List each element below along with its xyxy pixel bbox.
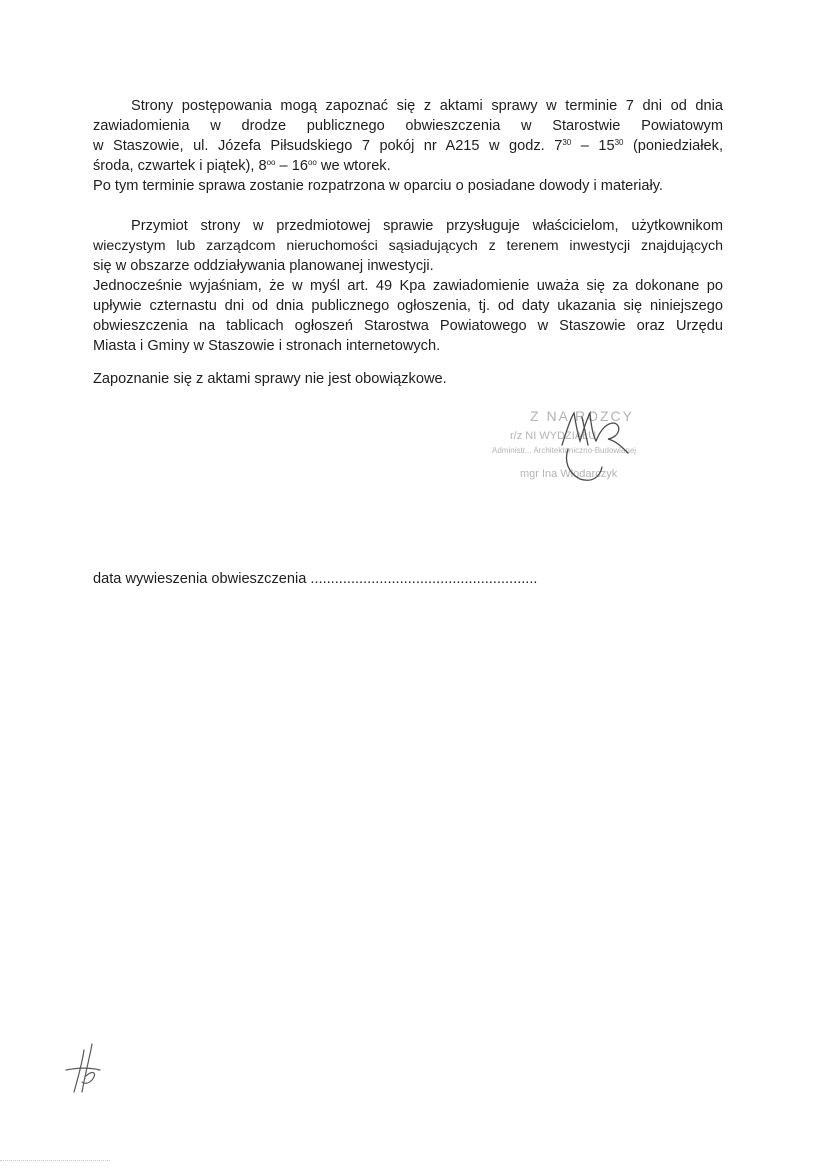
text-line: zawiadomienia w drodze publicznego obwieszczenia w Starostwie Powiatowym bbox=[93, 118, 723, 134]
text-line: Zapoznanie się z aktami sprawy nie jest obowiązkowe. bbox=[93, 371, 447, 387]
stamp-line: r/z NI WYDZIAŁU bbox=[510, 430, 597, 442]
text-line: Po tym terminie sprawa zostanie rozpatrzona w oparciu o posiadane dowody i materiały. bbox=[93, 178, 663, 194]
stamp-line: Administr... Architektoniczno-Budowlanej bbox=[492, 446, 637, 455]
posting-date-line bbox=[93, 569, 723, 589]
text-line-office-hours: w Staszowie, ul. Józefa Piłsudskiego 7 pokój nr A215 w godz. $7^{30} - 15^{30}$ (poniedziałek, bbox=[93, 138, 723, 154]
paragraph-not-mandatory bbox=[93, 369, 723, 389]
text-line: Jednocześnie wyjaśniam, że w myśl art. 49 Kpa zawiadomienie uważa się za dokonane po bbox=[93, 278, 723, 294]
text-line-office-hours: środa, czwartek i piątek), $8^{oo} - 16^{oo}$ we wtorek. bbox=[93, 158, 391, 174]
text-line: upływie czternastu dni od dnia publicznego ogłoszenia, tj. od daty ukazania się niniejszego bbox=[93, 298, 723, 314]
text-line: Przymiot strony w przedmiotowej sprawie przysługuje właścicielom, użytkownikom bbox=[131, 218, 723, 234]
paragraph-access-to-files bbox=[93, 96, 723, 196]
posting-date-dots: ........................................................ bbox=[310, 571, 538, 587]
stamp-line: Z NA ROZCY bbox=[530, 408, 635, 424]
official-stamp-signature bbox=[490, 405, 720, 495]
handwritten-initial-mark bbox=[62, 1040, 106, 1096]
scan-edge-mark bbox=[0, 1160, 110, 1163]
text-line: obwieszczenia na tablicach ogłoszeń Starostwa Powiatowego w Staszowie oraz Urzędu bbox=[93, 318, 723, 334]
paragraph-party-status bbox=[93, 216, 723, 356]
text-line: Miasta i Gminy w Staszowie i stronach internetowych. bbox=[93, 338, 441, 354]
text-line: się w obszarze oddziaływania planowanej inwestycji. bbox=[93, 258, 434, 274]
stamp-line: mgr Ina Włodarczyk bbox=[520, 468, 618, 480]
text-line: Strony postępowania mogą zapoznać się z aktami sprawy w terminie 7 dni od dnia bbox=[131, 98, 723, 114]
posting-date-label: data wywieszenia obwieszczenia bbox=[93, 571, 311, 587]
text-line: wieczystym lub zarządcom nieruchomości sąsiadujących z terenem inwestycji znajdujących bbox=[93, 238, 723, 254]
